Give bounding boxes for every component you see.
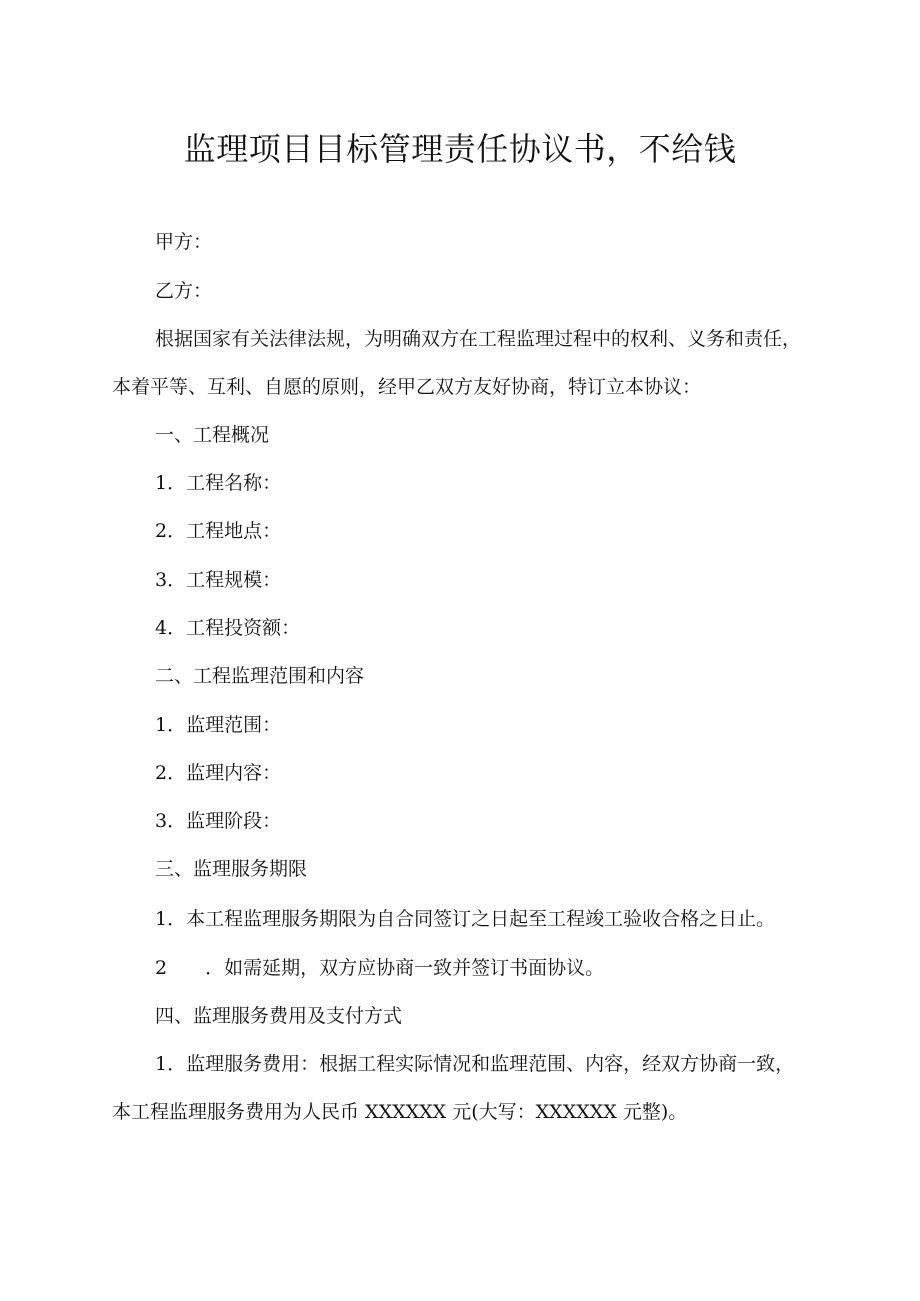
section-2-heading: 二、工程监理范围和内容 (155, 665, 365, 687)
document-title: 监理项目目标管理责任协议书，不给钱 (183, 130, 737, 168)
section-1-item-1: 1．工程名称： (155, 472, 282, 494)
section-3-heading: 三、监理服务期限 (155, 858, 308, 880)
section-4-line-2: 本工程监理服务费用为人民币 XXXXXX 元(大写：XXXXXX 元整)。 (112, 1101, 688, 1123)
section-2-item-3: 3．监理阶段： (155, 810, 282, 832)
section-1-item-4: 4．工程投资额： (155, 617, 301, 639)
section-1-item-3: 3．工程规模： (155, 569, 282, 591)
section-3-item-2: 2 ．如需延期，双方应协商一致并签订书面协议。 (155, 957, 605, 979)
section-3-item-1: 1．本工程监理服务期限为自合同签订之日起至工程竣工验收合格之日止。 (155, 908, 776, 930)
section-2-item-2: 2．监理内容： (155, 762, 282, 784)
preamble-line-1: 根据国家有关法律法规，为明确双方在工程监理过程中的权利、义务和责任， (155, 328, 802, 350)
section-1-item-2: 2．工程地点： (155, 520, 282, 542)
section-4-heading: 四、监理服务费用及支付方式 (155, 1005, 403, 1027)
party-a-label: 甲方： (155, 231, 213, 253)
preamble-line-2: 本着平等、互利、自愿的原则，经甲乙双方友好协商，特订立本协议： (112, 376, 702, 398)
section-2-item-1: 1．监理范围： (155, 714, 282, 736)
section-4-line-1: 1．监理服务费用：根据工程实际情况和监理范围、内容，经双方协商一致， (155, 1053, 795, 1075)
section-1-heading: 一、工程概况 (155, 424, 270, 446)
party-b-label: 乙方： (155, 280, 213, 302)
